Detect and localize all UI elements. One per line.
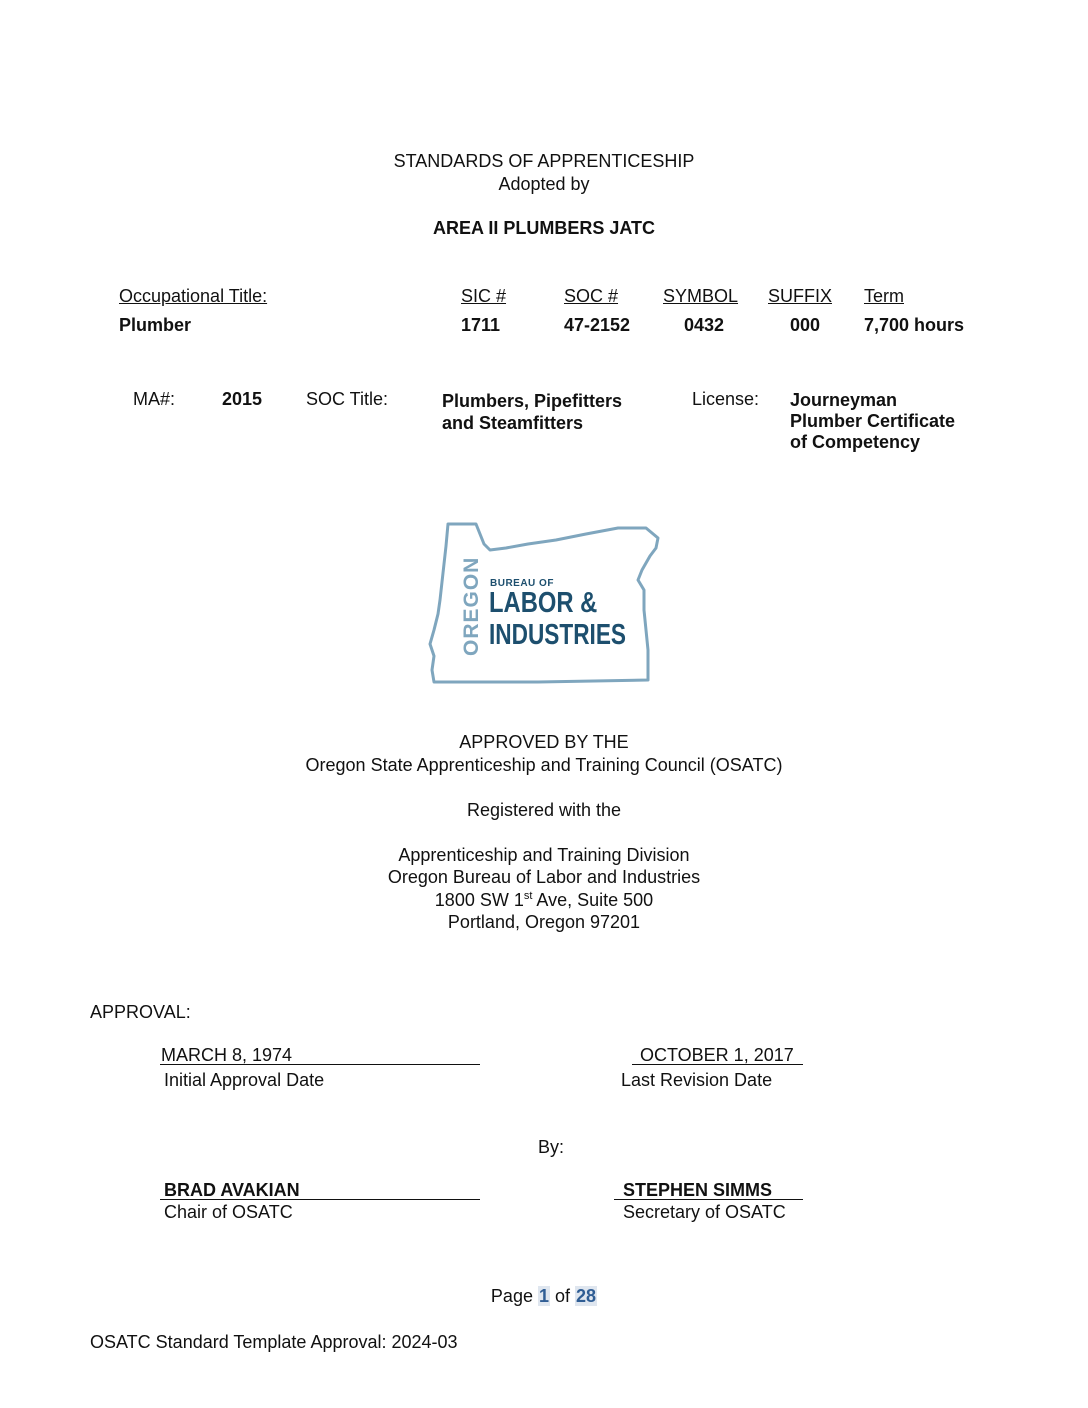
license-label: License: xyxy=(692,389,760,409)
boli-logo xyxy=(428,520,662,686)
city-line: Portland, Oregon 97201 xyxy=(447,912,641,932)
secretary-name: STEPHEN SIMMS xyxy=(623,1180,773,1200)
template-approval-note: OSATC Standard Template Approval: 2024-03 xyxy=(90,1332,458,1352)
page-of: of xyxy=(555,1286,571,1306)
soc-title-value xyxy=(442,390,622,434)
page-indicator xyxy=(0,1286,1088,1307)
suffix-header: SUFFIX xyxy=(768,286,833,306)
initial-approval-date-label: Initial Approval Date xyxy=(164,1070,325,1090)
ma-value: 2015 xyxy=(222,389,263,409)
organization-name: AREA II PLUMBERS JATC xyxy=(432,218,655,238)
logo-labor: LABOR & xyxy=(489,587,598,619)
logo-state-text: OREGON xyxy=(460,556,483,656)
council-name: Oregon State Apprenticeship and Training Council (OSATC) xyxy=(305,755,783,775)
soc-value: 47-2152 xyxy=(564,315,631,335)
chair-signature-line xyxy=(160,1199,480,1200)
last-revision-date: OCTOBER 1, 2017 xyxy=(640,1045,794,1065)
soc-title-label: SOC Title: xyxy=(306,389,389,409)
logo-industries: INDUSTRIES xyxy=(489,619,626,651)
secretary-title: Secretary of OSATC xyxy=(623,1202,786,1222)
initial-approval-date: MARCH 8, 1974 xyxy=(161,1045,293,1065)
license-line-3: of Competency xyxy=(790,432,921,452)
chair-name: BRAD AVAKIAN xyxy=(164,1180,300,1200)
license-line-2: Plumber Certificate xyxy=(790,411,956,431)
sic-value: 1711 xyxy=(461,315,501,335)
suffix-value: 000 xyxy=(790,315,821,335)
logo-state-text-box xyxy=(460,556,486,656)
address-line xyxy=(0,890,1088,911)
term-header: Term xyxy=(864,286,904,306)
soc-header: SOC # xyxy=(564,286,619,306)
logo-bureau-of: BUREAU OF xyxy=(490,578,554,589)
approval-label: APPROVAL: xyxy=(90,1002,191,1022)
bureau-name: Oregon Bureau of Labor and Industries xyxy=(387,867,701,887)
address-sup: st xyxy=(523,890,533,902)
document-title: STANDARDS OF APPRENTICESHIP xyxy=(393,151,695,171)
address-post: Ave, Suite 500 xyxy=(532,890,654,910)
page-current: 1 xyxy=(538,1286,549,1306)
by-label: By: xyxy=(538,1137,565,1157)
page-total: 28 xyxy=(576,1286,597,1306)
soc-title-line-1: Plumbers, Pipefitters xyxy=(442,391,623,411)
address-pre: 1800 SW 1 xyxy=(434,890,524,910)
license-line-1: Journeyman xyxy=(790,390,898,410)
term-value: 7,700 hours xyxy=(864,315,965,335)
soc-title-line-2: and Steamfitters xyxy=(442,413,584,433)
occupational-title-header: Occupational Title: xyxy=(119,286,268,306)
division-name: Apprenticeship and Training Division xyxy=(398,845,690,865)
ma-label: MA#: xyxy=(133,389,176,409)
license-value xyxy=(790,390,955,453)
chair-title: Chair of OSATC xyxy=(164,1202,293,1222)
secretary-signature-line xyxy=(614,1199,803,1200)
revision-date-underline xyxy=(632,1064,803,1065)
registered-with-text: Registered with the xyxy=(466,800,622,820)
initial-date-underline xyxy=(160,1064,480,1065)
sic-header: SIC # xyxy=(461,286,507,306)
symbol-header: SYMBOL xyxy=(663,286,739,306)
symbol-value: 0432 xyxy=(684,315,725,335)
page-prefix: Page xyxy=(490,1286,533,1306)
adopted-by-text: Adopted by xyxy=(498,174,590,194)
last-revision-date-label: Last Revision Date xyxy=(621,1070,773,1090)
occupational-title-value: Plumber xyxy=(119,315,192,335)
approved-by-text: APPROVED BY THE xyxy=(459,732,629,752)
